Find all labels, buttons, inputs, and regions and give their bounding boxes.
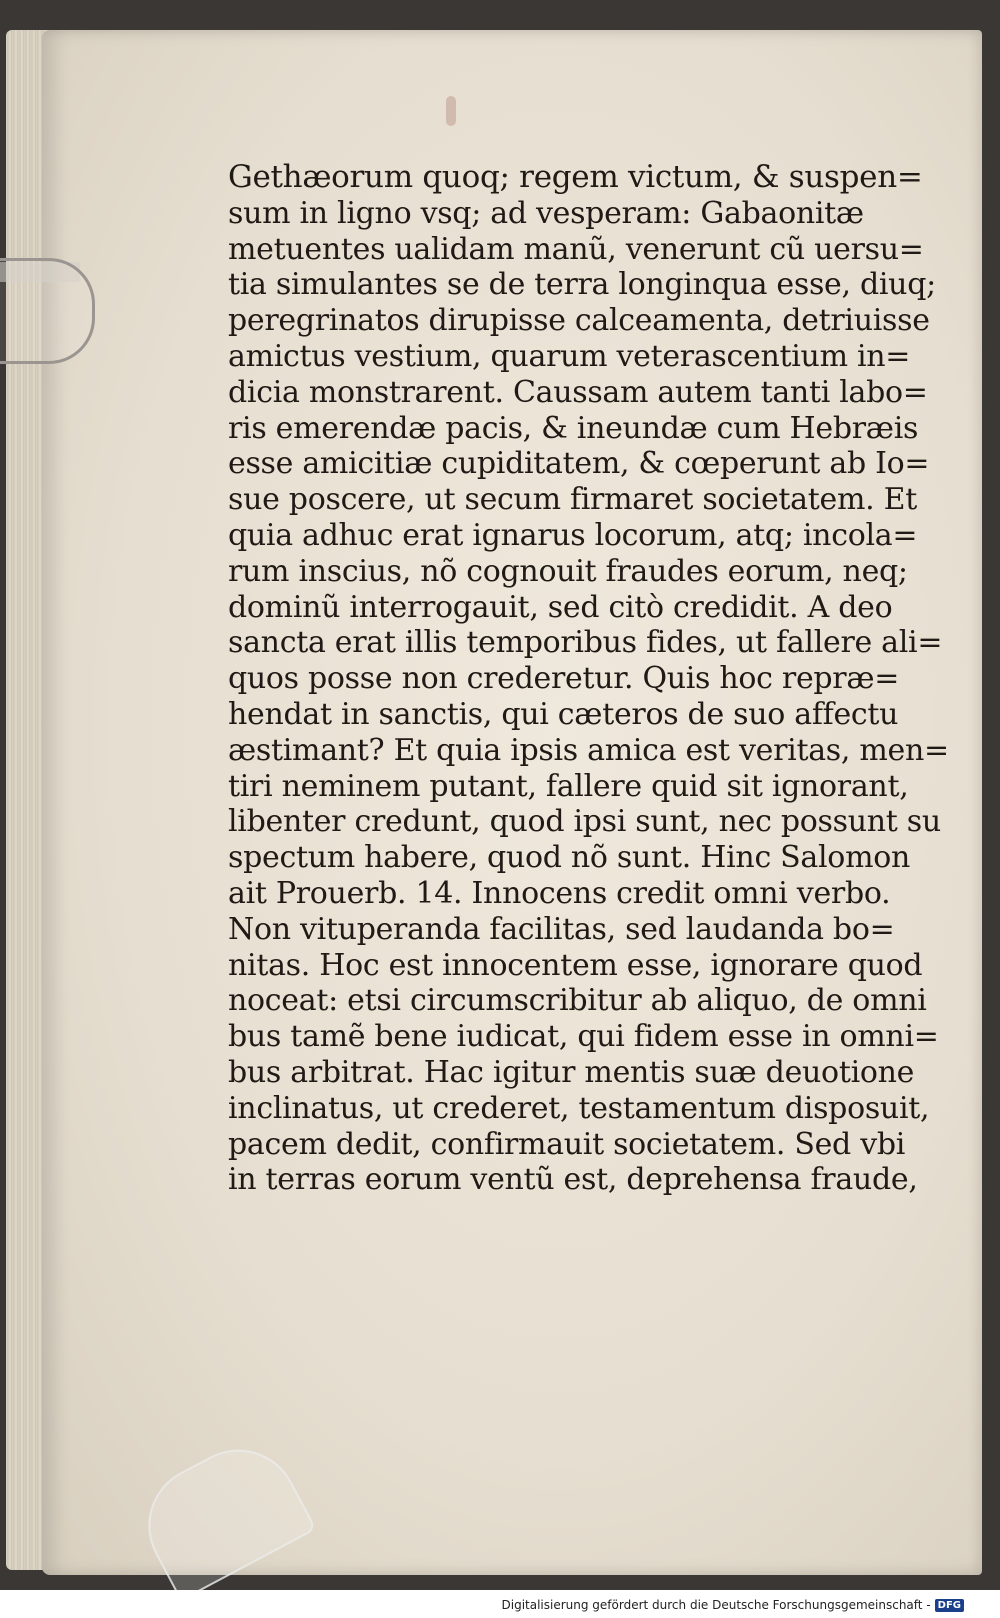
text-line: sancta erat illis temporibus fides, ut fallere ali=	[228, 625, 943, 661]
text-line: hendat in sanctis, qui cæteros de suo affectu	[228, 696, 899, 732]
text-line: amictus vestium, quarum veterascentium in=	[228, 338, 911, 374]
text-block	[228, 159, 949, 1198]
text-line: sum in ligno vsq; ad vesperam: Gabaonitæ	[228, 195, 864, 231]
text-line: Non vituperanda facilitas, sed laudanda bo=	[228, 911, 895, 947]
text-line: sue poscere, ut secum firmaret societatem. Et	[228, 482, 917, 518]
text-line: noceat: etsi circumscribitur ab aliquo, de omni	[228, 983, 927, 1019]
text-line: dominũ interrogauit, sed citò credidit. A deo	[228, 589, 893, 625]
text-line: tia simulantes se de terra longinqua esse, diuq;	[228, 267, 936, 303]
footer-credit: Digitalisierung gefördert durch die Deutsche Forschungsgemeinschaft -	[501, 1598, 931, 1612]
text-line: bus arbitrat. Hac igitur mentis suæ deuotione	[228, 1054, 915, 1090]
text-line: ris emerendæ pacis, & ineundæ cum Hebræis	[228, 410, 919, 446]
text-line: bus tamẽ bene iudicat, qui fidem esse in omni=	[228, 1019, 939, 1055]
text-line: tiri neminem putant, fallere quid sit ignorant,	[228, 768, 909, 804]
text-line: libenter credunt, quod ipsi sunt, nec possunt su	[228, 804, 941, 840]
text-line: nitas. Hoc est innocentem esse, ignorare quod	[228, 947, 923, 983]
ink-stain	[446, 96, 456, 126]
text-line: metuentes ualidam manũ, venerunt cũ uersu=	[228, 231, 924, 267]
dfg-logo-icon: DFG	[935, 1599, 964, 1612]
text-line: ait Prouerb. 14. Innocens credit omni verbo.	[228, 875, 891, 911]
text-line: quia adhuc erat ignarus locorum, atq; incola=	[228, 517, 918, 553]
text-line: peregrinatos dirupisse calceamenta, detriuisse	[228, 303, 930, 339]
text-line: pacem dedit, confirmauit societatem. Sed vbi	[228, 1126, 906, 1162]
text-line: inclinatus, ut crederet, testamentum disposuit,	[228, 1090, 930, 1126]
text-line: quos posse non crederetur. Quis hoc repræ=	[228, 661, 900, 697]
text-line: in terras eorum ventũ est, deprehensa fraude,	[228, 1162, 918, 1198]
text-line: æstimant? Et quia ipsis amica est veritas, men=	[228, 732, 949, 768]
text-line: Gethæorum quoq; regem victum, & suspen=	[228, 159, 923, 195]
page-clip	[0, 258, 95, 364]
footer	[502, 1598, 965, 1612]
text-line: rum inscius, nõ cognouit fraudes eorum, neq;	[228, 553, 908, 589]
text-line: dicia monstrarent. Caussam autem tanti labo=	[228, 374, 928, 410]
text-line: spectum habere, quod nõ sunt. Hinc Salomon	[228, 840, 911, 876]
text-line: esse amicitiæ cupiditatem, & cœperunt ab Io=	[228, 446, 930, 482]
